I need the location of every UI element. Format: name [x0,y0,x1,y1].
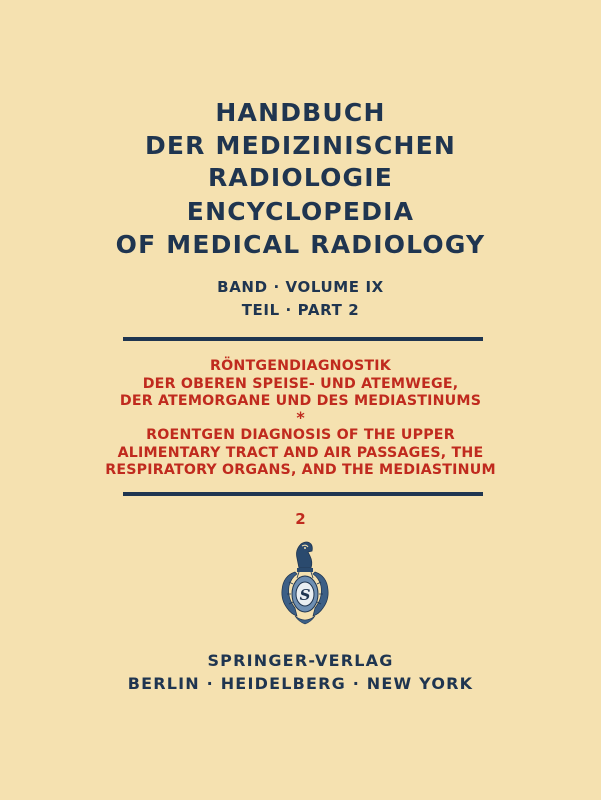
svg-text:S: S [299,586,311,604]
subtitle-en-line-1: ROENTGEN DIAGNOSIS OF THE UPPER [146,427,455,443]
publisher-cities: BERLIN · HEIDELBERG · NEW YORK [127,674,474,693]
subtitle-de-line-2: DER OBEREN SPEISE- UND ATEMWEGE, [142,376,459,392]
publisher-name: SPRINGER-VERLAG [207,651,394,670]
title-en-line-1: ENCYCLOPEDIA [186,197,415,226]
title-de-line-1: HANDBUCH [215,98,386,127]
title-en-line-2: OF MEDICAL RADIOLOGY [115,230,486,259]
separator-star-icon: * [296,408,305,427]
subtitle-de-line-1: RÖNTGENDIAGNOSTIK [210,358,391,374]
top-rule-divider [123,337,483,341]
subvolume-number: 2 [295,510,306,528]
part-label: TEIL · PART 2 [241,301,360,319]
title-de-line-2: DER MEDIZINISCHEN [144,131,457,160]
bottom-rule-divider [123,492,483,496]
subtitle-de-line-3: DER ATEMORGANE UND DES MEDIASTINUMS [119,393,482,409]
springer-knight-emblem-icon [277,538,333,628]
subtitle-en-line-2: ALIMENTARY TRACT AND AIR PASSAGES, THE [117,445,484,461]
title-de-line-3: RADIOLOGIE [207,163,394,192]
subtitle-en-line-3: RESPIRATORY ORGANS, AND THE MEDIASTINUM [105,462,496,478]
volume-label: BAND · VOLUME IX [217,278,384,296]
